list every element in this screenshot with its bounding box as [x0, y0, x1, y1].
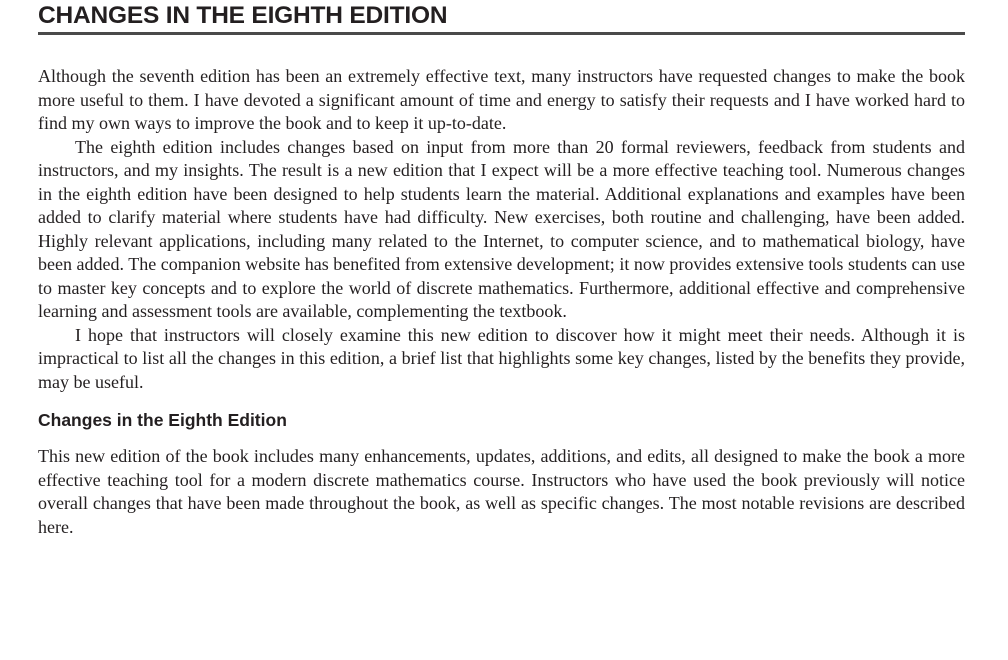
- document-page: [38, 0, 965, 539]
- subsection-heading: Changes in the Eighth Edition: [38, 410, 287, 430]
- title-underline-rule: [38, 32, 965, 35]
- intro-paragraph: Although the seventh edition has been an extremely effective text, many instructors have requested changes to make the book more useful to them. I have devoted a significant amount of time and energy to satisfy their requests and I have worked hard to find my own ways to improve the book and to keep it up-to-date.: [38, 66, 965, 133]
- section-title: CHANGES IN THE EIGHTH EDITION: [38, 2, 448, 29]
- instructors-paragraph: I hope that instructors will closely examine this new edition to discover how it might meet their needs. Although it is impractical to list all the changes in this edition, a brief list that highlights some key changes, listed by the benefits they provide, may be useful.: [38, 324, 965, 392]
- eighth-edition-paragraph: The eighth edition includes changes based on input from more than 20 formal reviewers, feedback from students and instructors, and my insights. The result is a new edition that I expect will be a more effective teaching tool. Numerous changes in the eighth edition have been designed to help students learn the material. Additional explanations and examples have been added to clarify material where students have had difficulty. New exercises, both routine and challenging, have been added. Highly relevant applications, including many related to the Internet, to computer science, and to mathematical biology, have been added. The companion website has benefited from extensive development; it now provides extensive tools students can use to master key concepts and to explore the world of discrete mathematics. Furthermore, additional effective and comprehensive learning and assessment tools are available, complementing the textbook.: [38, 136, 965, 321]
- subsection-paragraph: This new edition of the book includes many enhancements, updates, additions, and edits, all designed to make the book a more effective teaching tool for a modern discrete mathematics course. Instructors who have used the book previously will notice overall changes that have been made throughout the book, as well as specific changes. The most notable revisions are described here.: [38, 446, 965, 537]
